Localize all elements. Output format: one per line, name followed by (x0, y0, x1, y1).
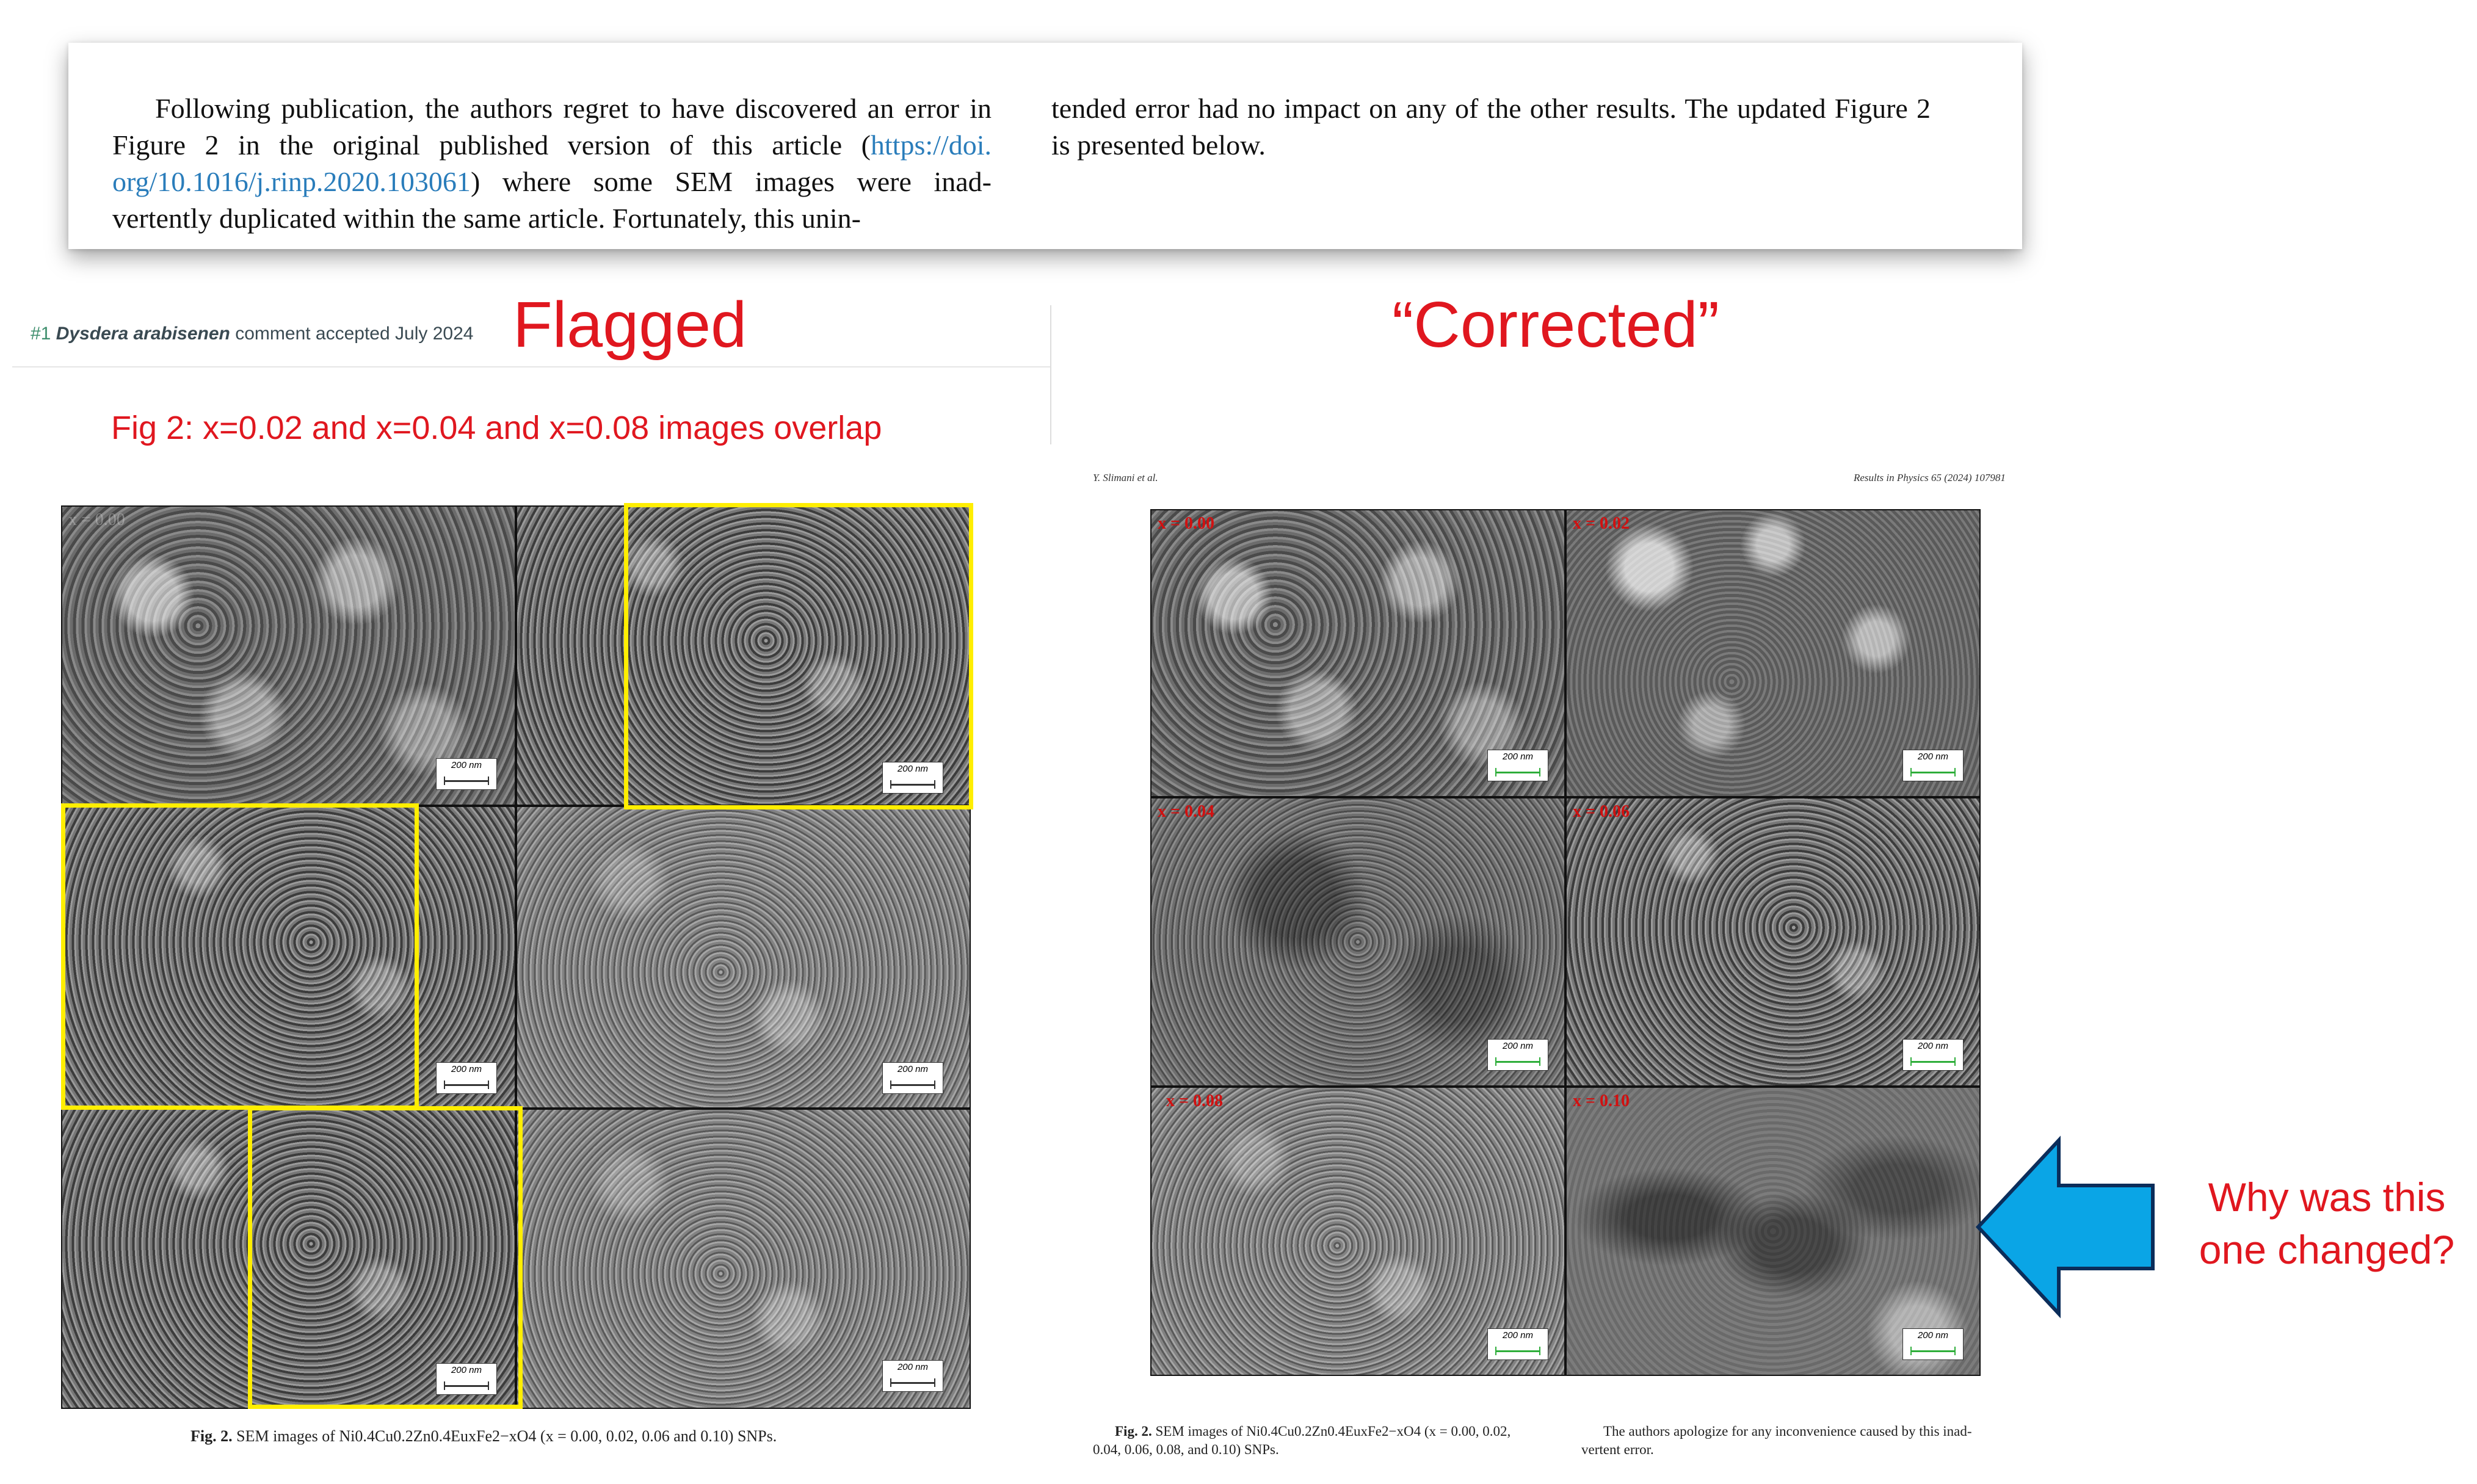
scale-bar: 200 nm (1487, 1039, 1548, 1071)
doi-link[interactable]: https://doi. org/10.1016/j.rinp.2020.103061 (112, 129, 992, 197)
corrected-figure-caption: Fig. 2. SEM images of Ni0.4Cu0.2Zn0.4EuxFe2−xO4 (x = 0.00, 0.02, 0.04, 0.06, 0.08, and 0.10) SNPs. (1093, 1424, 1511, 1457)
overlap-note: Fig 2: x=0.02 and x=0.04 and x=0.08 images overlap (111, 410, 882, 446)
sem-image (1150, 509, 1565, 797)
apology-text: The authors apologize for any inconvenience caused by this inad- vertent error. (1581, 1424, 1972, 1457)
panel-label: x = 0.04 (1158, 802, 1214, 821)
sem-image (516, 1109, 971, 1409)
scale-bar: 200 nm (436, 1062, 497, 1094)
comment-author[interactable]: Dysdera arabisenen (56, 324, 230, 344)
sem-image (516, 806, 971, 1109)
question-note: Why was this one changed? (2199, 1175, 2455, 1272)
notice-text: vertently duplicated within the same article. Fortunately, this unin- (112, 203, 861, 234)
scale-bar: 200 nm (882, 1360, 943, 1392)
comment-status: comment accepted July 2024 (235, 324, 474, 344)
notice-right-column (1051, 90, 1931, 164)
overlap-highlight-box (624, 503, 973, 809)
overlap-highlight-box (248, 1106, 523, 1409)
notice-text: tended error had no impact on any of the other results. The updated (1051, 93, 1826, 124)
panel-label: x = 0.00 (1158, 514, 1214, 533)
panel-label: x = 0.06 (1573, 802, 1630, 821)
sem-image (61, 505, 516, 806)
correction-notice-panel (68, 43, 2022, 249)
comment-number[interactable]: #1 (31, 324, 51, 344)
scale-bar: 200 nm (1902, 1328, 1964, 1360)
sem-image (1565, 509, 1981, 797)
notice-text: Following publication, the authors regret to have discovered an error (155, 93, 959, 124)
journal-header-authors: Y. Slimani et al. (1093, 472, 1158, 483)
sem-image (1150, 1087, 1565, 1376)
overlap-highlight-box (61, 803, 419, 1110)
scale-bar: 200 nm (436, 758, 497, 790)
notice-text: ) where some SEM images were inad- (470, 166, 992, 197)
sem-image (1565, 1087, 1981, 1376)
corrected-sem-figure (1150, 509, 1981, 1376)
notice-left-column (112, 90, 992, 237)
panel-label: x = 0.00 (68, 510, 125, 529)
flagged-figure-caption: Fig. 2. SEM images of Ni0.4Cu0.2Zn0.4EuxFe2−xO4 (x = 0.00, 0.02, 0.06 and 0.10) SNPs. (190, 1427, 777, 1445)
flagged-sem-figure (61, 505, 971, 1409)
notice-text: in Figure 2 in the original published version of this article ( (112, 93, 992, 161)
sem-image (1150, 797, 1565, 1087)
scale-bar: 200 nm (436, 1363, 497, 1395)
panel-label: x = 0.08 (1166, 1091, 1223, 1110)
divider (1050, 366, 1051, 444)
journal-header-citation: Results in Physics 65 (2024) 107981 (1854, 472, 2006, 483)
scale-bar: 200 nm (1902, 750, 1964, 781)
flagged-label: Flagged (513, 289, 747, 361)
panel-label: x = 0.02 (1573, 514, 1630, 533)
corrected-label: “Corrected” (1392, 289, 1720, 361)
scale-bar: 200 nm (1487, 750, 1548, 781)
notice-text: Figure 2 is presented below. (1051, 93, 1931, 161)
comment-meta (31, 324, 473, 344)
scale-bar: 200 nm (1487, 1328, 1548, 1360)
scale-bar: 200 nm (882, 1062, 943, 1094)
scale-bar: 200 nm (1902, 1039, 1964, 1071)
sem-image (1565, 797, 1981, 1087)
panel-label: x = 0.10 (1573, 1091, 1630, 1110)
scale-bar: 200 nm (882, 762, 943, 794)
left-arrow-icon (1976, 1135, 2159, 1319)
